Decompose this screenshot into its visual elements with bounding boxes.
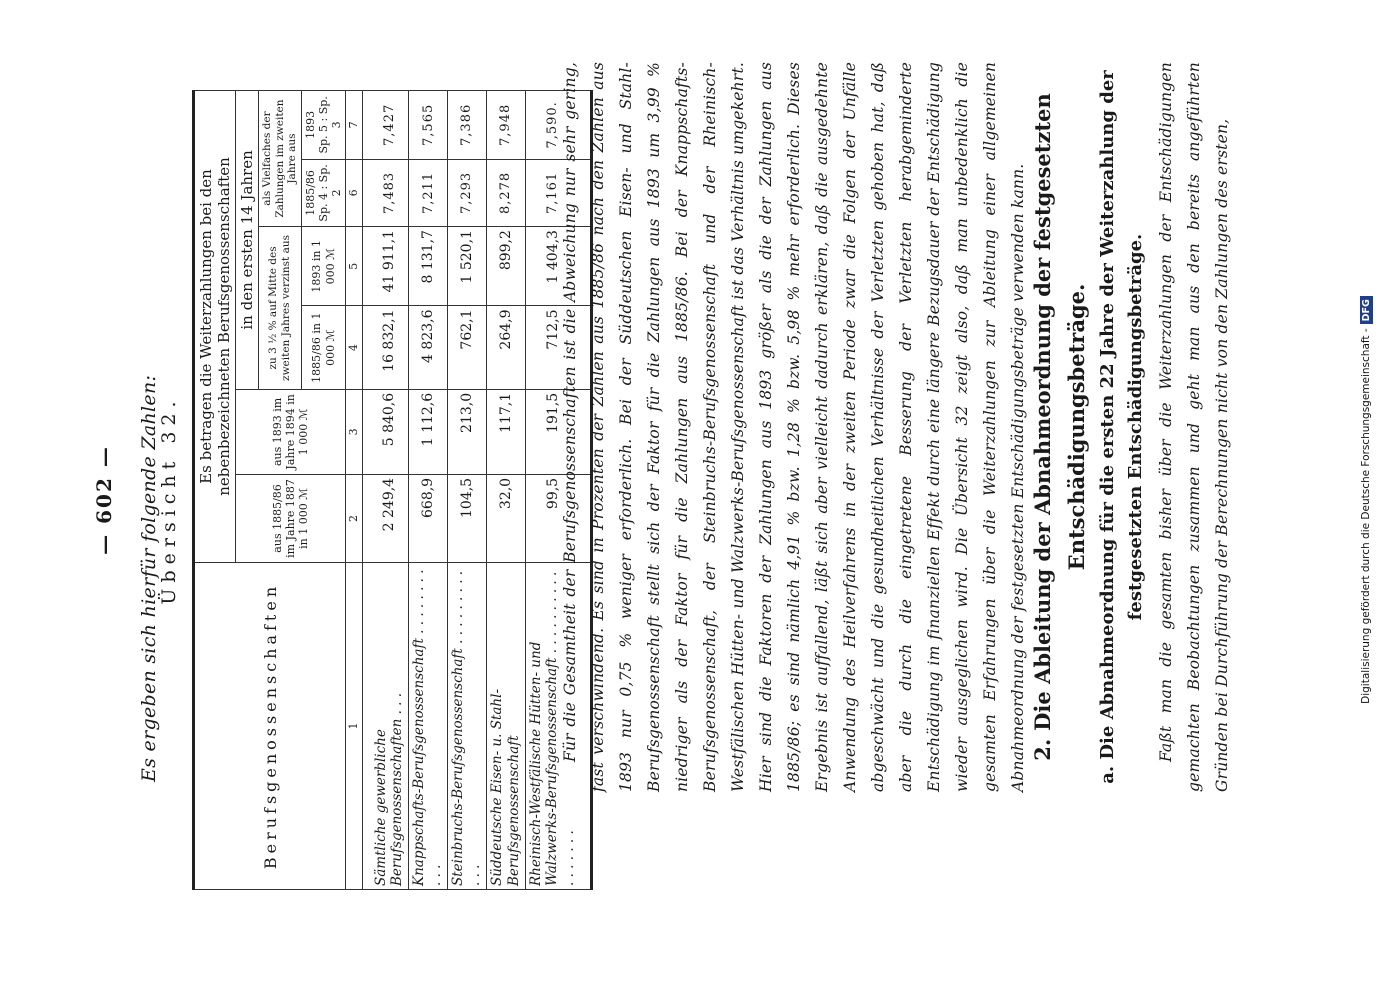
cell-col5: 41 911,1 xyxy=(362,227,409,306)
colnum: 6 xyxy=(346,159,362,226)
header-col4: 1885/86 in 1 000 ℳ xyxy=(301,306,346,389)
intro-line: Es ergeben sich hierfür folgende Zahlen: xyxy=(138,374,160,782)
table-title: Übersicht 32. xyxy=(158,395,180,605)
header-first-14-years: in den ersten 14 Jahren xyxy=(236,91,259,390)
cell-col4: 4 823,6 xyxy=(409,306,448,389)
cell-col2: 104,5 xyxy=(448,474,487,562)
subsection-heading-a: a. Die Abnahmeordnung für die ersten 22 Jahre der Weiterzahlung der festgesetzten Entschädigungsbeträge. xyxy=(1097,70,1146,784)
colnum: 2 xyxy=(346,474,362,562)
header-col6-year: 1885/86 xyxy=(303,170,317,216)
column-numbers-row xyxy=(346,91,362,890)
overview-table xyxy=(192,90,593,890)
colnum: 3 xyxy=(346,389,362,474)
header-multiple: als Vielfaches der Zahlungen im zweiten Jahre aus xyxy=(259,91,302,227)
cell-col5: 8 131,7 xyxy=(409,227,448,306)
cell-col4: 762,1 xyxy=(448,306,487,389)
cell-col4: 712,5 xyxy=(525,306,592,389)
header-col6-ratio: Sp. 4 : Sp. 2 xyxy=(316,164,344,222)
cell-col3: 213,0 xyxy=(448,389,487,474)
row-name: Rheinisch-Westfälische Hütten- und Walzwerks-Berufsgenossenschaft . . . . . . . . . . . . . . . . . xyxy=(525,563,592,890)
cell-col2: 668,9 xyxy=(409,474,448,562)
cell-col3: 191,5 xyxy=(525,389,592,474)
cell-col2: 99,5 xyxy=(525,474,592,562)
colnum: 7 xyxy=(346,91,362,160)
row-name: Sämtliche gewerbliche Berufsgenossenschaften . . . xyxy=(362,563,409,890)
header-col2: aus 1885/86 im Jahre 1887 in 1 000 ℳ xyxy=(236,474,346,562)
cell-col3: 117,1 xyxy=(486,389,525,474)
cell-col6: 7,483 xyxy=(362,159,409,226)
dfg-logo: DFG xyxy=(1360,296,1373,324)
cell-col2: 32,0 xyxy=(486,474,525,562)
colnum: 5 xyxy=(346,227,362,306)
cell-col4: 16 832,1 xyxy=(362,306,409,389)
cell-col5: 1 404,3 xyxy=(525,227,592,306)
colnum: 1 xyxy=(346,563,362,890)
cell-col3: 1 112,6 xyxy=(409,389,448,474)
row-name: Süddeutsche Eisen- u. Stahl-Berufsgenossenschaft xyxy=(486,563,525,890)
cell-col6: 7,211 xyxy=(409,159,448,226)
header-span: Es betragen die Weiterzahlungen bei den nebenbezeichneten Berufsgenossenschaften xyxy=(194,91,236,563)
table-row xyxy=(448,91,487,890)
row-name: Steinbruchs-Berufsgenossenschaft . . . . . . . . . . . . xyxy=(448,563,487,890)
cell-col4: 264,9 xyxy=(486,306,525,389)
cell-col3: 5 840,6 xyxy=(362,389,409,474)
page-number: — 602 — xyxy=(92,445,116,555)
header-col6 xyxy=(301,159,346,226)
cell-col5: 899,2 xyxy=(486,227,525,306)
paragraph-2: Faßt man die gesamten bisher über die Weiterzahlungen der Entschädigungen gemachten Beobachtungen zusammen und geht man aus den bereits angeführten Gründen bei Durchführung der Berechnungen nicht von den Zahlungen des ersten, xyxy=(1157,62,1231,792)
table-row xyxy=(362,91,409,890)
cell-col6: 8,278 xyxy=(486,159,525,226)
paragraph-1: Für die Gesamtheit der Berufsgenossenschaften ist die Abweichung nur sehr gering, fast verschwindend. Es sind in Prozenten der Zahlen aus 1885/86 nach den Zahlen aus 1893 nur 0,75 % weniger erforderlich. Bei der Süddeutschen Eisen- und Stahl-Berufsgenossenschaft stellt sich der Faktor für die Zahlungen aus 1893 um 3,99 % niedriger als der Faktor für die Zahlungen aus 1885/86. Bei der Knappschafts-Berufsgenossenschaft, der Steinbruchs-Berufsgenossenschaft und der Rheinisch-Westfälischen Hütten- und Walzwerks-Berufsgenossenschaft ist das Verhältnis umgekehrt. Hier sind die Faktoren der Zahlungen aus 1893 größer als die der Zahlungen aus 1885/86; es sind nämlich 4,91 % bzw. 1,28 % bzw. 5,98 % mehr erforderlich. Dieses Ergebnis ist auffallend, läßt sich aber vielleicht dadurch erklären, daß die ausgedehnte Anwendung des Heilverfahrens in der zweiten Periode zwar die Folgen der Unfälle abgeschwächt und die gesundheitlichen Verhältnisse der Verletzten gehoben hat, daß aber die durch die eingetretene Besserung der Verletzten herabgeminderte Entschädigung im finanziellen Effekt durch eine längere Bezugsdauer der Entschädigung wieder ausgeglichen wird. Die Übersicht 32 zeigt also, daß man unbedenklich die gesamten Erfahrungen über die Weiterzahlungen zur Ableitung einer allgemeinen Abnahmeordnung der festgesetzten Entschädigungsbeträge verwenden kann. xyxy=(561,62,1027,792)
table-row xyxy=(486,91,525,890)
cell-col7: 7,590. xyxy=(525,91,592,160)
section-title: Die Ableitung der Abnahmeordnung der festgesetzten Entschädigungsbeträge. xyxy=(1030,93,1089,731)
row-name: Knappschafts-Berufsgenossenschaft . . . . . . . . . . . xyxy=(409,563,448,890)
cell-col2: 2 249,4 xyxy=(362,474,409,562)
cell-col7: 7,427 xyxy=(362,91,409,160)
table-row xyxy=(409,91,448,890)
header-interest: zu 3 ½ % auf Mitte des zweiten Jahres verzinst aus xyxy=(259,227,302,390)
cell-col7: 7,565 xyxy=(409,91,448,160)
header-berufsgenossenschaften: Berufsgenossenschaften xyxy=(194,563,346,890)
header-col7-year: 1893 xyxy=(303,110,317,139)
cell-col5: 1 520,1 xyxy=(448,227,487,306)
colnum: 4 xyxy=(346,306,362,389)
section-number: 2. xyxy=(1030,738,1055,761)
header-col7-ratio: Sp. 5 : Sp. 3 xyxy=(316,96,344,154)
cell-col6: 7,293 xyxy=(448,159,487,226)
digitization-text: Digitalisierung gefördert durch die Deutsche Forschungsgemeinschaft - xyxy=(1360,328,1372,704)
cell-col6: 7,161 xyxy=(525,159,592,226)
digitization-note xyxy=(1360,0,1373,1000)
section-heading-2 xyxy=(1026,62,1094,792)
header-col3: aus 1893 im Jahre 1894 in 1 000 ℳ xyxy=(236,389,346,474)
header-col5: 1893 in 1 000 ℳ xyxy=(301,227,346,306)
header-col7 xyxy=(301,91,346,160)
cell-col7: 7,948 xyxy=(486,91,525,160)
cell-col7: 7,386 xyxy=(448,91,487,160)
